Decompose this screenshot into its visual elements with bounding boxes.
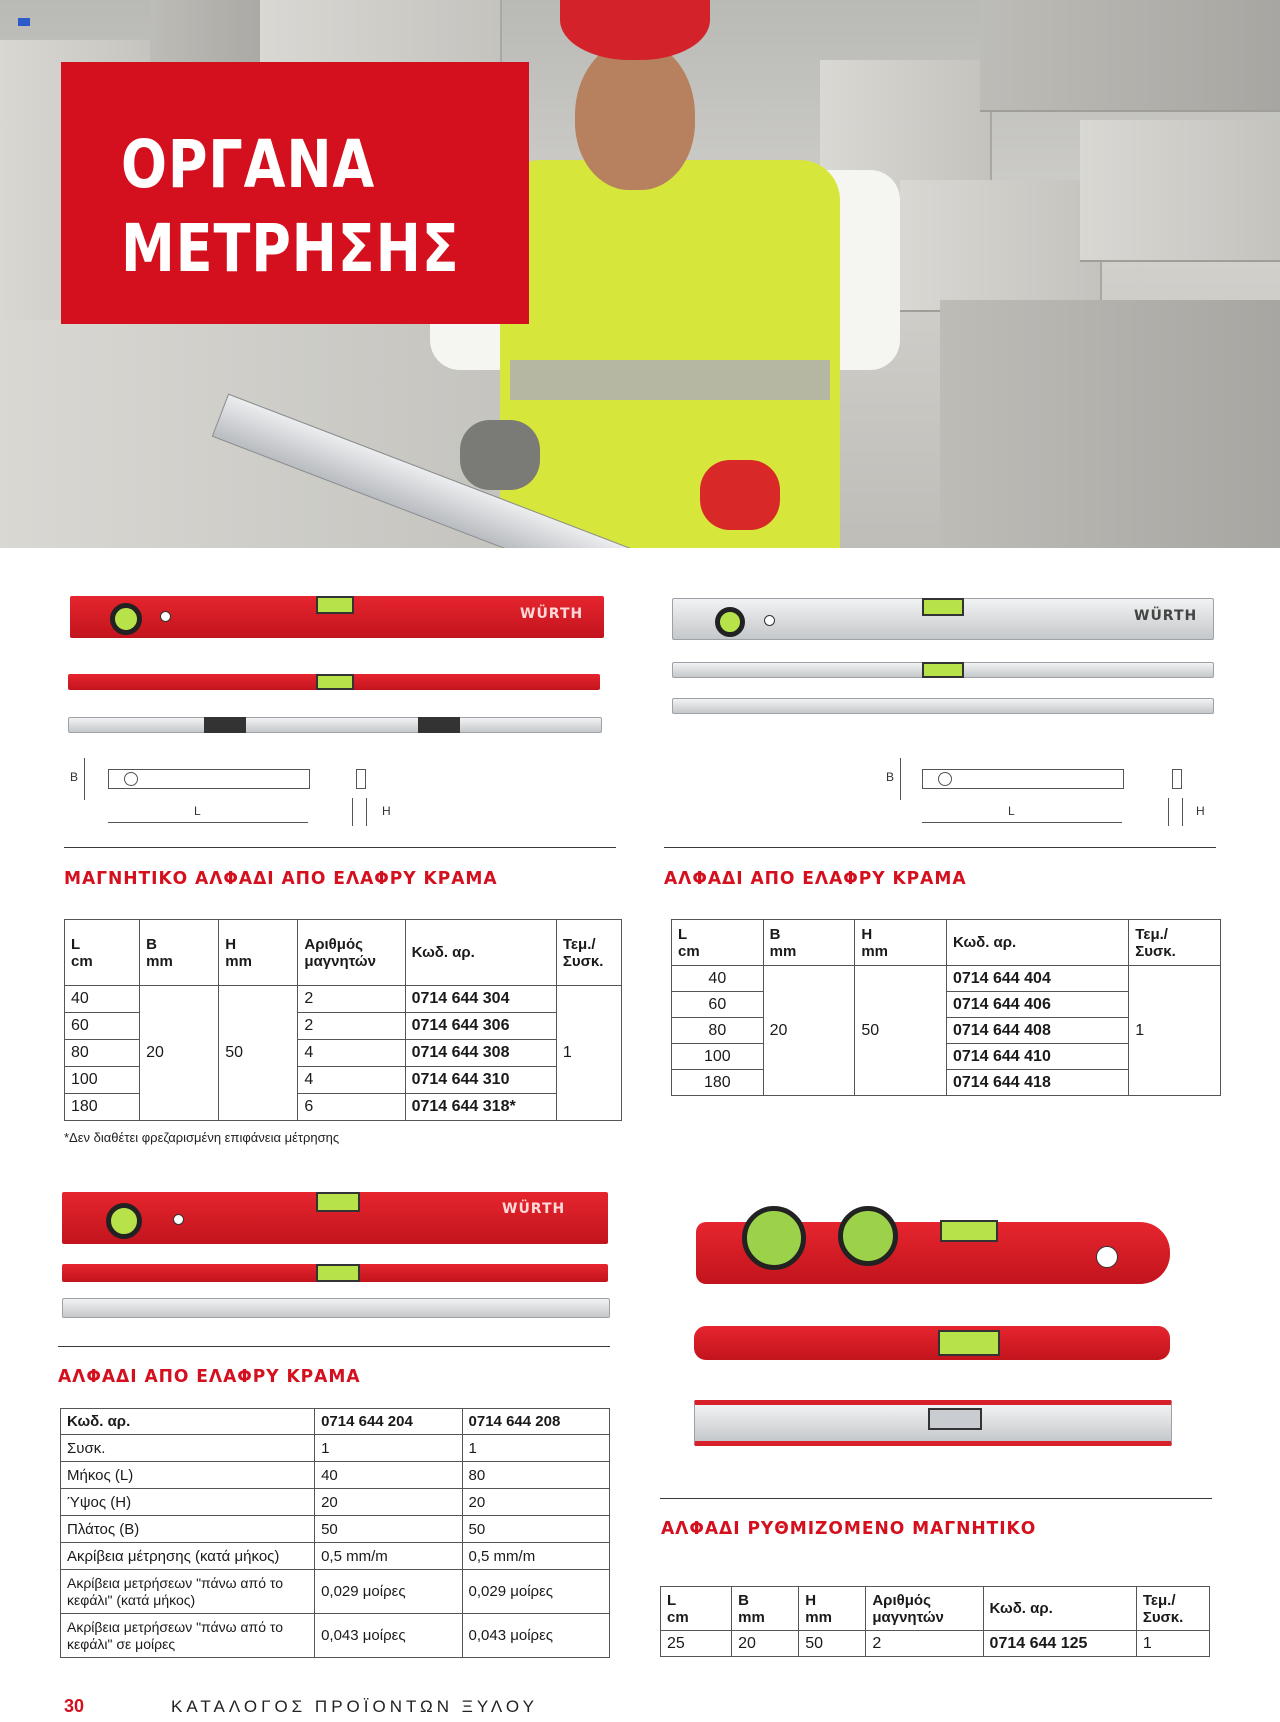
table-red-alloy-level: Κωδ. αρ. 0714 644 204 0714 644 208 Συσκ. 1 1 Μήκος (L) 40 80 Ύψος (H) 20 20 Πλάτος (B) 50 50 Ακρίβεια μέτρησης (κατά μήκος) 0,5 mm/m 0,5 mm/m Ακρίβεια μετρήσεων "πάνω από το κεφάλι" (κατά μήκος) 0,029 μοίρες 0,029 μοίρες Ακρίβεια μετρήσεων "πάνω από το κεφάλι" σε μοίρες 0,043 μοίρες 0,043 μοίρες (60, 1408, 610, 1658)
table-row: 40 20 50 2 0714 644 304 1 (65, 986, 622, 1013)
concrete-block (940, 300, 1280, 548)
flag-icon (18, 18, 30, 26)
section-title-magnetic-level: ΜΑΓΝΗΤΙΚΟ ΑΛΦΑΔΙ ΑΠΟ ΕΛΑΦΡΥ ΚΡΑΜΑ (64, 868, 498, 889)
divider (58, 1346, 610, 1347)
divider (64, 847, 616, 848)
table-row: 180 6 0714 644 318* (65, 1094, 622, 1121)
title-box (61, 62, 529, 324)
section-title-red-alloy-level: ΑΛΦΑΔΙ ΑΠΟ ΕΛΑΦΡΥ ΚΡΑΜΑ (58, 1366, 361, 1387)
catalog-title: ΚΑΤΑΛΟΓΟΣ ΠΡΟΪΟΝΤΩΝ ΞΥΛΟΥ (171, 1697, 538, 1716)
wurth-logo: WÜRTH (520, 606, 584, 622)
worker-face (575, 40, 695, 190)
table-adjustable-magnetic-level: L cm B mm H mm Αριθμός μαγνητών Κωδ. αρ. Τεμ./ Συσκ. 25 20 50 2 0714 644 125 1 (660, 1586, 1210, 1657)
dim-label-b: B (886, 770, 895, 784)
wurth-logo: WÜRTH (502, 1201, 566, 1217)
table-row: 25 20 50 2 0714 644 125 1 (661, 1631, 1210, 1657)
table-row: Μήκος (L) 40 80 (61, 1462, 610, 1489)
dim-label-h: H (382, 804, 391, 818)
concrete-block (1080, 120, 1280, 262)
table-row: Συσκ. 1 1 (61, 1435, 610, 1462)
page-number: 30 (64, 1696, 85, 1716)
vest-reflective-stripe (510, 360, 830, 400)
table-row: 180 0714 644 418 (672, 1070, 1221, 1096)
table-magnetic-level: L cm B mm H mm Αριθμός μαγνητών Κωδ. αρ. Τεμ./ Συσκ. 40 20 50 2 0714 644 304 1 60 2 0714 644 306 80 4 0714 644 308 100 4 0714 644 310 180 6 0714 644 318* (64, 919, 622, 1121)
table-row: 60 0714 644 406 (672, 992, 1221, 1018)
page-title-line1: ΟΡΓΑΝΑ (121, 126, 376, 203)
divider (660, 1498, 1212, 1499)
concrete-block (900, 180, 1102, 312)
table-row: Ύψος (H) 20 20 (61, 1489, 610, 1516)
section-title-alloy-level: ΑΛΦΑΔΙ ΑΠΟ ΕΛΑΦΡΥ ΚΡΑΜΑ (664, 868, 967, 889)
table-row: 80 0714 644 408 (672, 1018, 1221, 1044)
wurth-logo: WÜRTH (1134, 608, 1198, 624)
page-title-line2: ΜΕΤΡΗΣΗΣ (121, 210, 460, 287)
footnote: *Δεν διαθέτει φρεζαρισμένη επιφάνεια μέτρησης (64, 1130, 340, 1145)
dim-label-h: H (1196, 804, 1205, 818)
table-row: 40 20 50 0714 644 404 1 (672, 966, 1221, 992)
safety-vest (500, 160, 840, 548)
hero-photo (0, 0, 1280, 548)
table-row: Ακρίβεια μετρήσεων "πάνω από το κεφάλι" (κατά μήκος) 0,029 μοίρες 0,029 μοίρες (61, 1570, 610, 1614)
dim-label-l: L (194, 804, 201, 818)
hard-hat (560, 0, 710, 60)
section-title-adjustable-magnetic-level: ΑΛΦΑΔΙ ΡΥΘΜΙΖΟΜΕΝΟ ΜΑΓΝΗΤΙΚΟ (661, 1518, 1037, 1539)
glove (700, 460, 780, 530)
table-row: Ακρίβεια μετρήσεων "πάνω από το κεφάλι" σε μοίρες 0,043 μοίρες 0,043 μοίρες (61, 1614, 610, 1658)
table-row: 100 0714 644 410 (672, 1044, 1221, 1070)
table-row: 60 2 0714 644 306 (65, 1013, 622, 1040)
table-row: Πλάτος (B) 50 50 (61, 1516, 610, 1543)
table-row: Ακρίβεια μέτρησης (κατά μήκος) 0,5 mm/m 0,5 mm/m (61, 1543, 610, 1570)
table-row: 80 4 0714 644 308 (65, 1040, 622, 1067)
divider (664, 847, 1216, 848)
table-row: 100 4 0714 644 310 (65, 1067, 622, 1094)
table-alloy-level: L cm B mm H mm Κωδ. αρ. Τεμ./ Συσκ. 40 20 50 0714 644 404 1 60 0714 644 406 80 0714 644 408 100 0714 644 410 180 0714 644 418 (671, 919, 1221, 1096)
concrete-block (980, 0, 1280, 112)
dim-label-l: L (1008, 804, 1015, 818)
dim-label-b: B (70, 770, 79, 784)
glove (460, 420, 540, 490)
